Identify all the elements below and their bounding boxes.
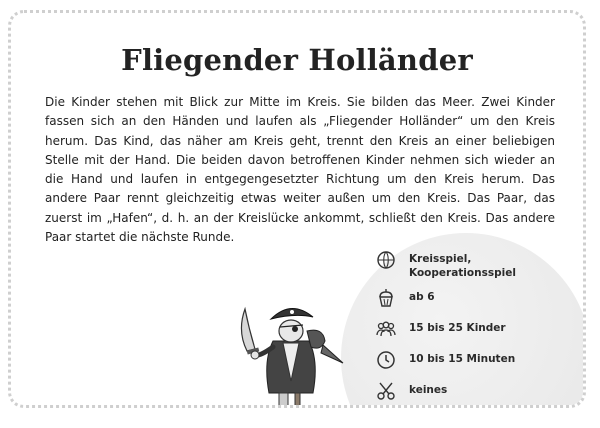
info-label-material: keines: [409, 384, 448, 396]
ball-icon: [375, 249, 399, 271]
game-description: Die Kinder stehen mit Blick zur Mitte im Kreis. Sie bilden das Meer. Zwei Kinder fassen sich an den Händen und laufen als „Fliegender Holländer“ um den Kreis herum. Das Kind, das näher am Kreis geht, trennt den Kreis an einer beliebigen Stelle mit der Hand. Die beiden davon betroffenen Kinder nehmen sich wieder an die Hand und laufen in entgegengesetzter Richtung um den Kreis herum. Das andere Paar rennt gleichzeitig etwas weiter außen um den Kreis. Das Paar, das zuerst im „Hafen“, d. h. an der Kreislücke ankommt, schließt den Kreis. Das andere Paar startet die nächste Runde.: [45, 95, 555, 245]
clock-icon: [375, 349, 399, 371]
group-icon: [375, 318, 399, 340]
game-card: [8, 10, 586, 408]
pirate-illustration: [233, 301, 351, 408]
info-row-players: [375, 318, 555, 349]
info-label-category: Kreisspiel, Kooperationsspiel: [409, 253, 516, 279]
game-title: Fliegender Holländer: [121, 43, 473, 77]
info-row-age: [375, 287, 555, 318]
info-label-players: 15 bis 25 Kinder: [409, 322, 506, 334]
info-label-age: ab 6: [409, 291, 435, 303]
info-list: [375, 249, 555, 408]
scissors-icon: [375, 380, 399, 402]
info-row-duration: [375, 349, 555, 380]
info-row-material: [375, 380, 555, 408]
cupcake-icon: [375, 287, 399, 309]
info-row-category: [375, 249, 555, 287]
info-label-duration: 10 bis 15 Minuten: [409, 353, 516, 365]
